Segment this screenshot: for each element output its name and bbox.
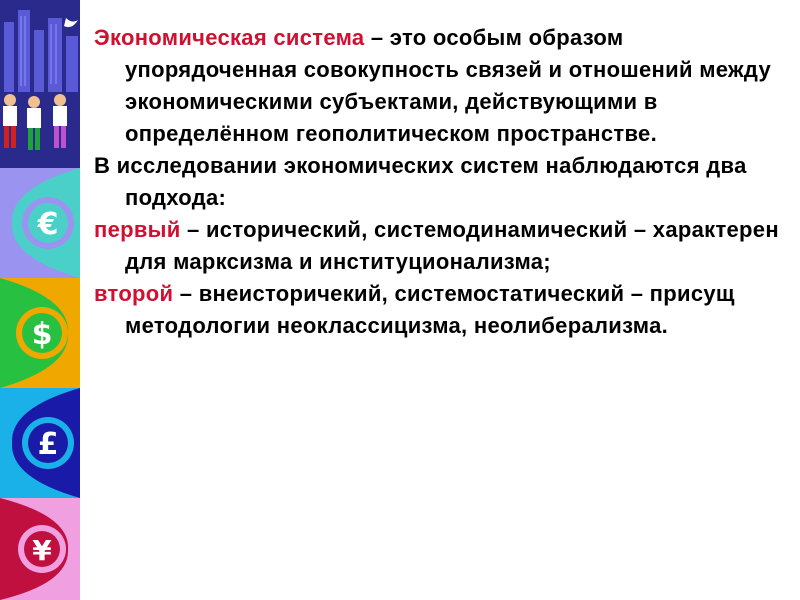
term-second: второй [94, 281, 174, 306]
approaches-paragraph [94, 150, 784, 214]
euro-icon [0, 168, 80, 278]
first-approach-paragraph [94, 214, 784, 278]
svg-text:£: £ [37, 427, 59, 462]
yen-icon [0, 498, 80, 600]
svg-text:$: $ [31, 317, 53, 352]
second-approach-paragraph [94, 278, 784, 342]
term-economic-system: Экономическая система [94, 25, 365, 50]
svg-text:€: € [37, 207, 59, 242]
pound-icon [0, 388, 80, 498]
people-city-icon [0, 0, 80, 168]
slide-body [94, 22, 784, 342]
definition-paragraph [94, 22, 784, 150]
first-approach-text: – исторический, системодинамический – характерен для марксизма и институционализма; [125, 217, 779, 274]
decorative-sidebar [0, 0, 80, 600]
second-approach-text: – внеисторичекий, системостатический – присущ методологии неоклассицизма, неолиберализма. [125, 281, 735, 338]
term-first: первый [94, 217, 181, 242]
svg-text:¥: ¥ [32, 534, 52, 567]
definition-text: – это особым образом упорядоченная совокупность связей и отношений между экономическими субъектами, действующими в определённом геополитическом пространстве. [125, 25, 771, 146]
dollar-icon [0, 278, 80, 388]
approaches-text: В исследовании экономических систем наблюдаются два подхода: [94, 153, 747, 210]
